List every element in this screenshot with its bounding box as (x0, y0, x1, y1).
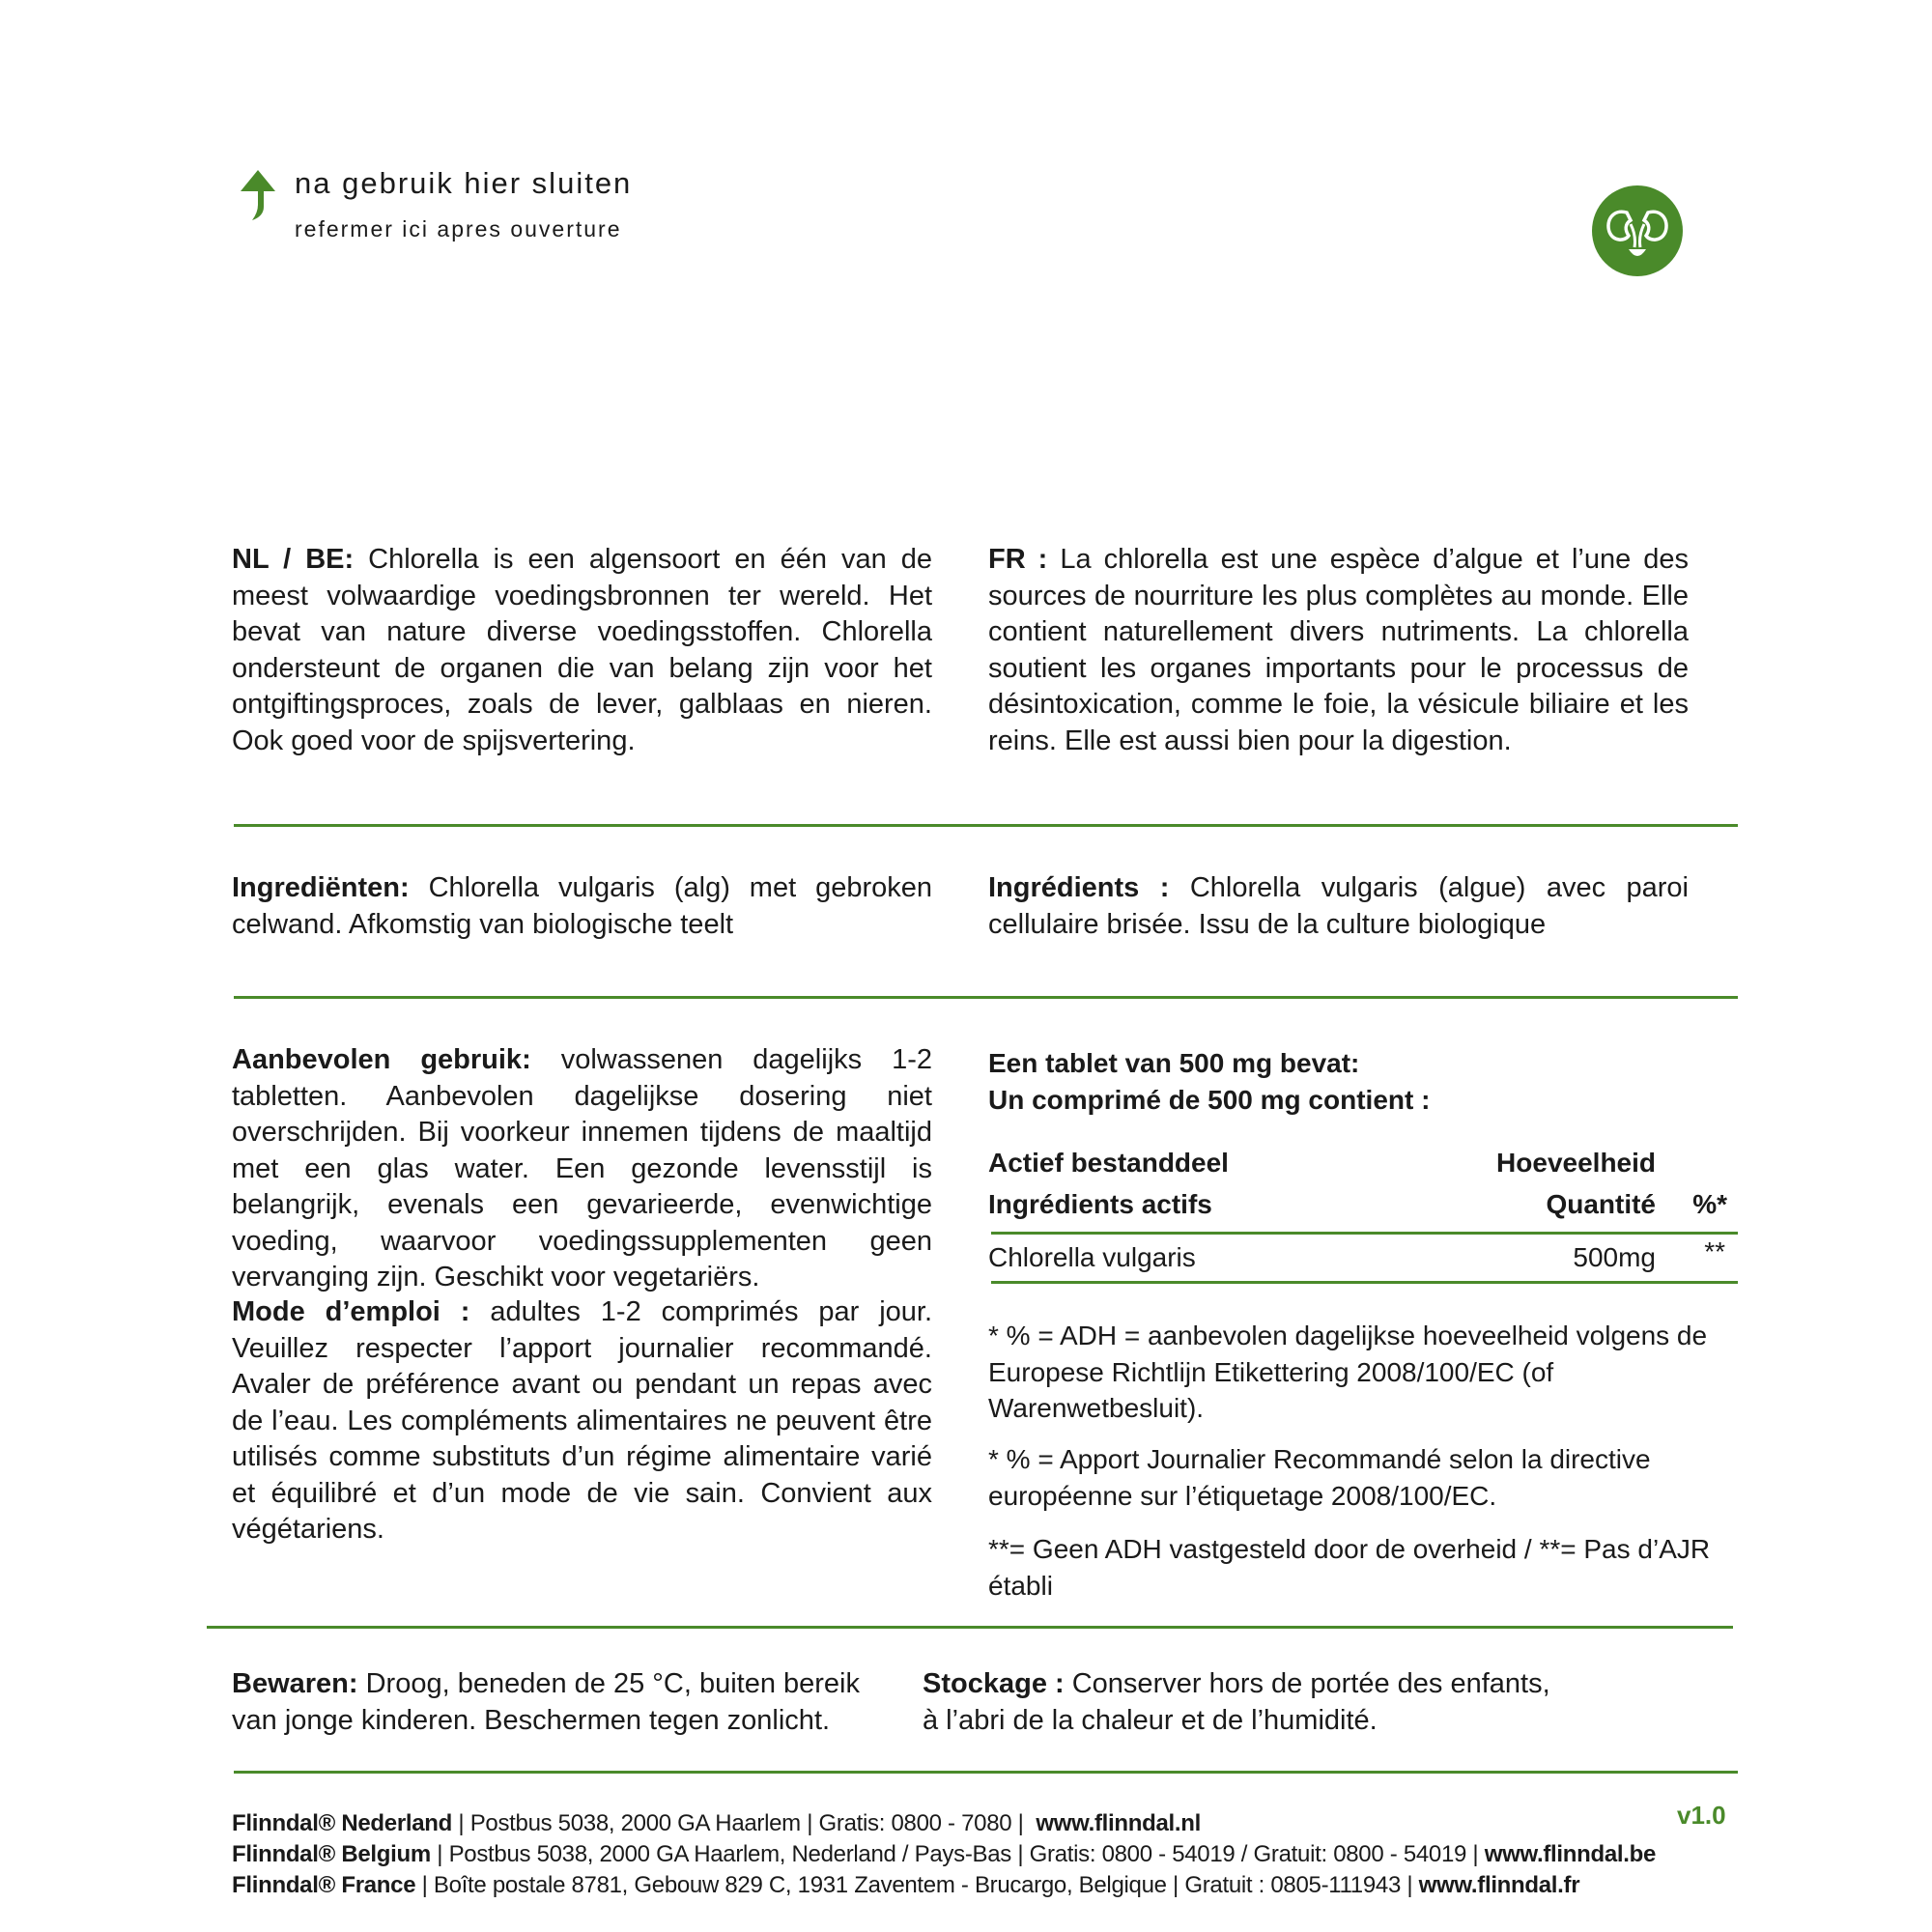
usage-fr-label: Mode d’emploi : (232, 1296, 470, 1327)
usage-fr (232, 1294, 932, 1548)
storage-nl-line1: Droog, beneden de 25 °C, buiten bereik (365, 1668, 861, 1699)
table-row-amount: 500mg (1573, 1242, 1656, 1272)
reseal-text-fr: refermer ici apres ouverture (295, 216, 622, 242)
col-amount-nl: Hoeveelheid (1496, 1148, 1656, 1178)
ingredients-fr-label: Ingrédients : (988, 872, 1170, 903)
kidneys-organ-icon (1592, 185, 1683, 276)
storage-fr-label: Stockage : (923, 1668, 1065, 1699)
usage-nl-text: volwassenen dagelijks 1-2 tabletten. Aanbevolen dagelijkse dosering niet overschrijden. Bij voorkeur innemen tijdens de maaltijd met een glas water. Een gezonde levensstijl is belangrijk, evenals een gevarieerde, evenwichtige voeding, waarvoor voedingssupplementen geen vervanging zijn. Geschikt voor vegetariërs. (232, 1044, 933, 1293)
footnote-nl: * % = ADH = aanbevolen dagelijkse hoeveelheid volgens de Europese Richtlijn Etikettering 2008/100/EC (of Warenwetbesluit). (988, 1321, 1708, 1423)
ingredients-nl (232, 870, 932, 943)
table-heading-nl: Een tablet van 500 mg bevat: (988, 1048, 1360, 1078)
col-active-nl: Actief bestanddeel (988, 1148, 1229, 1178)
footer-nl (232, 1810, 1201, 1837)
storage-nl-label: Bewaren: (232, 1668, 358, 1699)
table-row-percent: ** (1704, 1236, 1725, 1266)
storage-fr-line2: à l’abri de la chaleur et de l’humidité. (923, 1704, 1378, 1736)
storage-nl-line2: van jonge kinderen. Beschermen tegen zonlicht. (232, 1704, 831, 1736)
divider (234, 824, 1738, 827)
footer-be-brand: Flinndal® Belgium (232, 1841, 431, 1867)
storage-nl (232, 1666, 860, 1739)
divider (234, 1771, 1738, 1774)
usage-nl-label: Aanbevolen gebruik: (232, 1044, 531, 1075)
footnote-fr: * % = Apport Journalier Recommandé selon la directive européenne sur l’étiquetage 2008/100/EC. (988, 1444, 1651, 1511)
intro-nl-text: Chlorella is een algensoort en één van de meest volwaardige voedingsbronnen ter wereld. Het bevat van nature diverse voedingsstoffen. Chlorella ondersteunt de organen die van belang zijn voor het ontgiftingsproces, zoals de lever, galblaas en nieren. Ook goed voor de spijsvertering. (232, 544, 932, 756)
intro-fr-label: FR : (988, 544, 1048, 575)
footer-be (232, 1841, 1656, 1868)
ingredients-nl-label: Ingrediënten: (232, 872, 410, 903)
footer-nl-brand: Flinndal® Nederland (232, 1810, 453, 1836)
intro-fr-text: La chlorella est une espèce d’algue et l’une des sources de nourriture les plus complètes au monde. Elle contient naturellement divers nutriments. La chlorella soutient les organes importants pour le processus de désintoxication, comme le foie, la vésicule biliaire et les reins. Elle est aussi bien pour la digestion. (988, 544, 1689, 756)
footer-fr (232, 1872, 1579, 1899)
intro-nl (232, 542, 932, 759)
table-rule (991, 1281, 1738, 1284)
footer-fr-web[interactable]: www.flinndal.fr (1418, 1872, 1580, 1898)
footnote-no-rda: **= Geen ADH vastgesteld door de overheid / **= Pas d’AJR établi (988, 1534, 1711, 1601)
footer-nl-info: | Postbus 5038, 2000 GA Haarlem | Gratis: 0800 - 7080 | (458, 1810, 1024, 1836)
storage-fr (923, 1666, 1550, 1739)
ingredients-fr (988, 870, 1689, 943)
footer-be-web[interactable]: www.flinndal.be (1484, 1841, 1657, 1867)
col-active-fr: Ingrédients actifs (988, 1189, 1212, 1219)
storage-fr-line1: Conserver hors de portée des enfants, (1071, 1668, 1550, 1699)
table-heading-fr: Un comprimé de 500 mg contient : (988, 1085, 1431, 1115)
footer-fr-info: | Boîte postale 8781, Gebouw 829 C, 1931 Zaventem - Brucargo, Belgique | Gratuit : 0805-111943 | (421, 1872, 1413, 1898)
intro-nl-label: NL / BE: (232, 544, 355, 575)
col-percent: %* (1692, 1189, 1727, 1219)
footer-nl-web[interactable]: www.flinndal.nl (1036, 1810, 1201, 1836)
version-label: v1.0 (1677, 1801, 1726, 1830)
col-amount-fr: Quantité (1546, 1189, 1656, 1219)
divider (207, 1626, 1733, 1629)
kidneys-badge (1592, 185, 1683, 276)
ingredients-nl-text: Chlorella vulgaris (alg) met gebroken celwand. Afkomstig van biologische teelt (232, 872, 932, 940)
up-arrow-icon (239, 168, 277, 222)
footer-fr-brand: Flinndal® France (232, 1872, 416, 1898)
intro-fr (988, 542, 1689, 759)
table-row-name: Chlorella vulgaris (988, 1242, 1196, 1272)
usage-fr-text: adultes 1-2 comprimés par jour. Veuillez respecter l’apport journalier recommandé. Avaler de préférence avant ou pendant un repas avec de l’eau. Les compléments alimentaires ne peuvent être utilisés comme substituts d’un régime alimentaire varié et équilibré et d’un mode de vie sain. Convient aux végétariens. (232, 1296, 933, 1545)
usage-nl (232, 1042, 932, 1296)
table-rule (991, 1232, 1738, 1235)
table-heading (988, 1045, 1430, 1119)
ingredients-fr-text: Chlorella vulgaris (algue) avec paroi cellulaire brisée. Issu de la culture biologique (988, 872, 1690, 940)
divider (234, 996, 1738, 999)
footer-be-info: | Postbus 5038, 2000 GA Haarlem, Nederland / Pays-Bas | Gratis: 0800 - 54019 / Gratuit: 0800 - 54019 | (437, 1841, 1479, 1867)
reseal-text-nl: na gebruik hier sluiten (295, 166, 633, 200)
